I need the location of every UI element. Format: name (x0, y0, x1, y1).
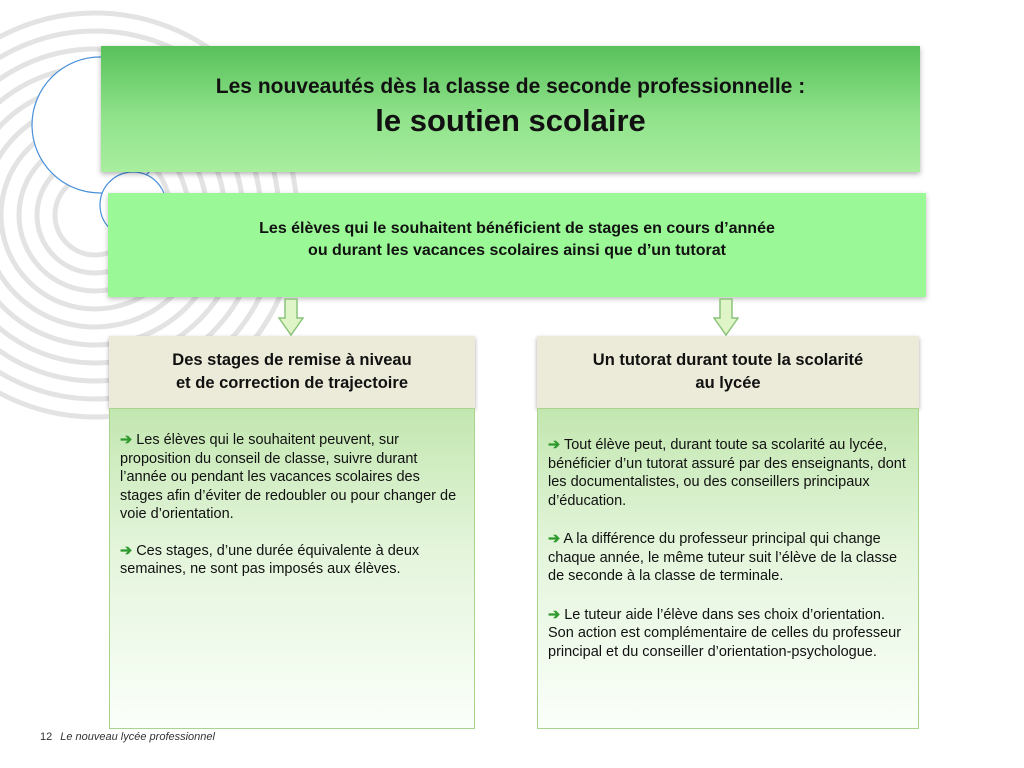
list-item: ➔ A la différence du professeur principal qui change chaque année, le même tuteur suit l’élève de la classe de seconde à la classe de terminale. (548, 531, 898, 584)
intro-line-2: ou durant les vacances scolaires ainsi que d’un tutorat (308, 242, 726, 259)
tutorat-header-line-1: Un tutorat durant toute la scolarité (592, 351, 864, 369)
tutorat-header-line-2: au lycée (695, 374, 761, 392)
stages-column-header (109, 336, 475, 408)
tutorat-column-body (537, 408, 919, 729)
list-item: ➔ Le tuteur aide l’élève dans ses choix d’orientation. Son action est complémentaire de celles du professeur principal et du conseiller d’orientation-psychologue. (548, 606, 902, 660)
page-number: 12 (40, 731, 53, 743)
intro-line-1: Les élèves qui le souhaitent bénéficient de stages en cours d’année (259, 220, 775, 237)
stages-header-line-2: et de correction de trajectoire (176, 374, 408, 392)
intro-banner (108, 193, 926, 297)
list-item: ➔ Les élèves qui le souhaitent peuvent, sur proposition du conseil de classe, suivre durant l’année ou pendant les vacances scolaires des stages afin d’éviter de redoubler ou pour changer de voie d’orientation. (120, 432, 457, 522)
title-banner (101, 46, 920, 172)
down-arrow-icon (713, 298, 739, 336)
tutorat-column-header (537, 336, 919, 408)
right-arrow-icon: ➔ (548, 531, 561, 547)
right-arrow-icon: ➔ (120, 542, 133, 559)
list-item: ➔ Ces stages, d’une durée équivalente à deux semaines, ne sont pas imposés aux élèves. (120, 542, 420, 577)
footer-text: Le nouveau lycée professionnel (60, 731, 215, 743)
footer (40, 731, 215, 743)
right-arrow-icon: ➔ (548, 437, 561, 453)
right-arrow-icon: ➔ (120, 432, 133, 448)
title-line-1: Les nouveautés dès la classe de seconde professionnelle : (215, 75, 806, 98)
list-item: ➔ Tout élève peut, durant toute sa scolarité au lycée, bénéficier d’un tutorat assuré par des enseignants, dont les documentalistes, ou des conseillers principaux d’éducation. (548, 437, 906, 509)
title-line-2: le soutien scolaire (375, 103, 646, 138)
stages-column-body (109, 408, 475, 729)
stages-header-line-1: Des stages de remise à niveau (172, 351, 412, 369)
down-arrow-icon (278, 298, 304, 336)
right-arrow-icon: ➔ (548, 606, 561, 623)
